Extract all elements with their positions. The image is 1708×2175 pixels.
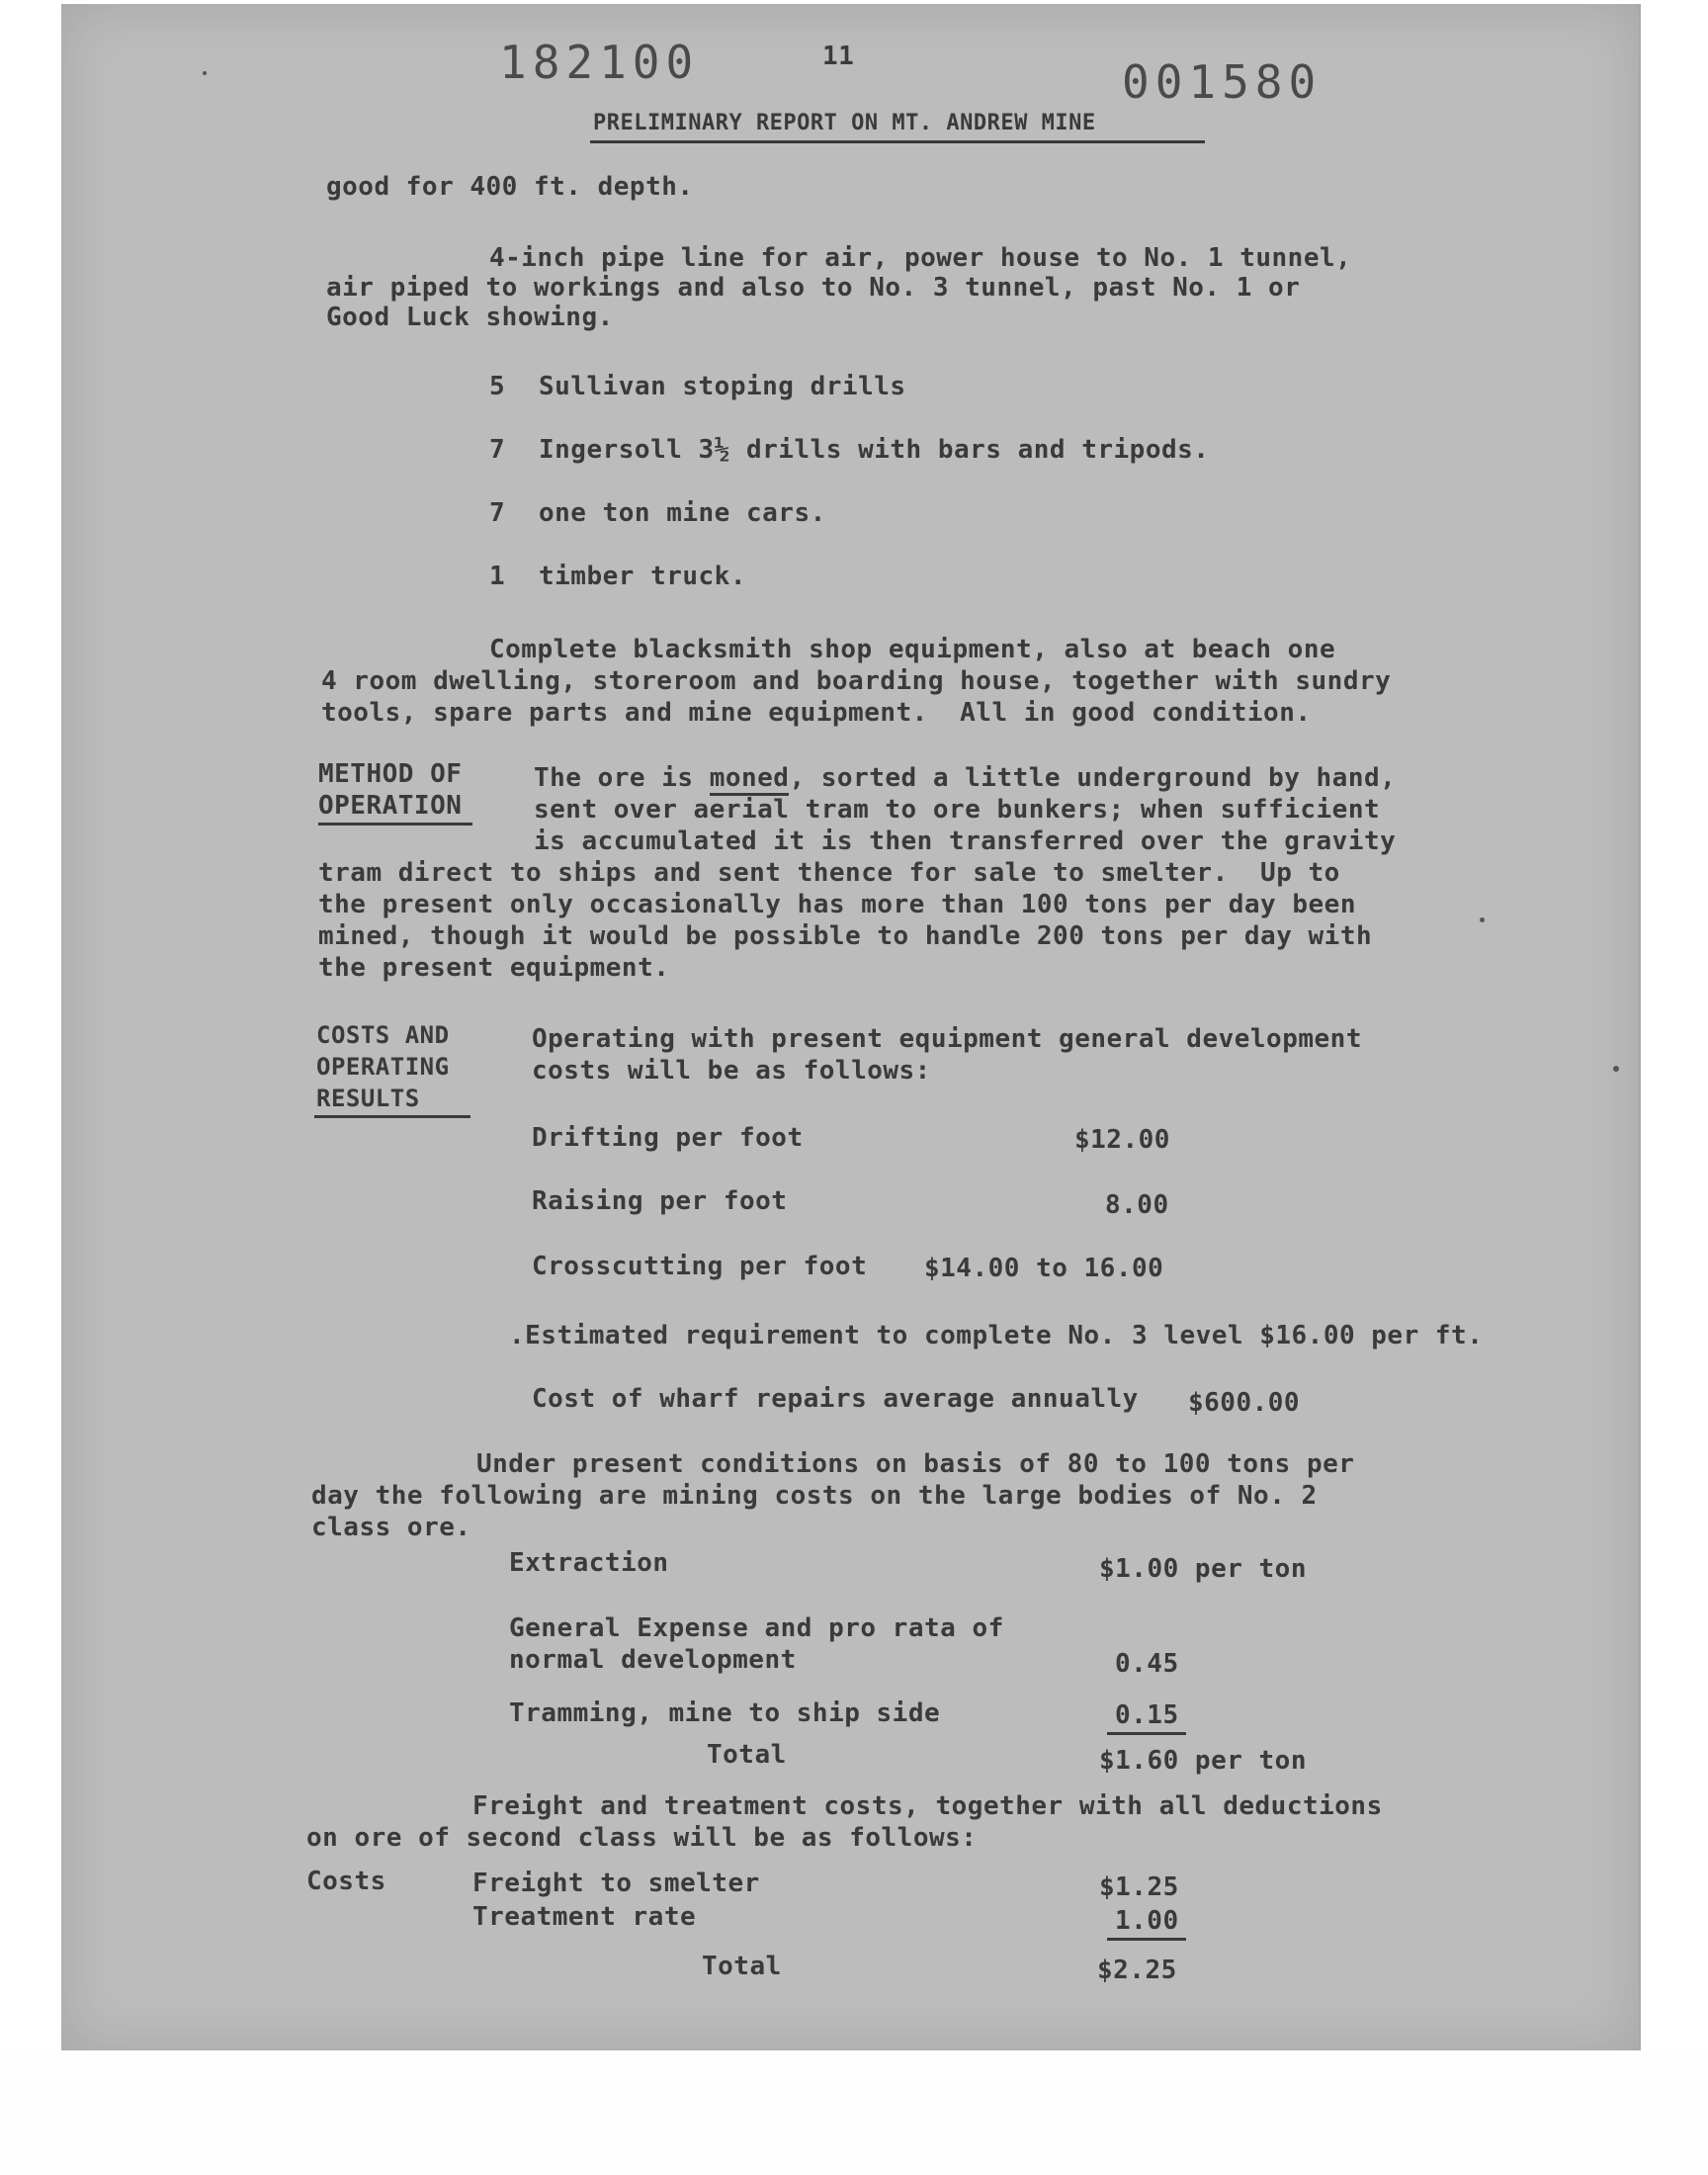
page-number: 11: [822, 42, 855, 71]
equipment-qty: 1: [489, 562, 506, 591]
mining-cost-label: Tramming, mine to ship side: [509, 1698, 941, 1728]
costs-intro-line: Operating with present equipment general development: [532, 1024, 1362, 1054]
cost-value: $12.00: [1074, 1125, 1170, 1155]
equipment-item: one ton mine cars.: [539, 498, 826, 528]
freight-cost-value: $1.25: [1099, 1872, 1179, 1902]
cost-value: 8.00: [1105, 1190, 1169, 1220]
sum-underline: [1107, 1732, 1186, 1735]
speck-mark: [203, 71, 207, 75]
mining-paragraph-line: class ore.: [311, 1513, 471, 1542]
cost-label: Cost of wharf repairs average annually: [532, 1384, 1139, 1414]
blacksmith-line: 4 room dwelling, storeroom and boarding house, together with sundry: [321, 666, 1392, 696]
sum-underline: [1107, 1938, 1186, 1941]
cost-label: Raising per foot: [532, 1186, 788, 1216]
method-text: The ore is: [534, 763, 710, 793]
method-line: [534, 761, 1396, 795]
method-line: the present only occasionally has more than 100 tons per day been: [318, 890, 1356, 919]
pipe-paragraph-line: air piped to workings and also to No. 3 tunnel, past No. 1 or: [326, 273, 1301, 303]
mining-paragraph-line: day the following are mining costs on the large bodies of No. 2: [311, 1481, 1318, 1511]
speck-mark: [1480, 917, 1485, 922]
cost-value: $14.00 to 16.00: [924, 1254, 1164, 1283]
freight-paragraph-line: on ore of second class will be as follows:: [306, 1823, 978, 1853]
pipe-paragraph-line: Good Luck showing.: [326, 303, 614, 332]
scan-margin: [0, 2051, 1708, 2175]
equipment-item: Ingersoll 3½ drills with bars and tripods.: [539, 435, 1210, 465]
mining-cost-value: 0.45: [1115, 1649, 1179, 1679]
estimate-line: .Estimated requirement to complete No. 3 level $16.00 per ft.: [509, 1321, 1484, 1350]
mining-paragraph-line: Under present conditions on basis of 80 to 100 tons per: [476, 1449, 1355, 1479]
stamp-number-right: 001580: [1122, 55, 1323, 109]
freight-paragraph-line: Freight and treatment costs, together with all deductions: [472, 1791, 1383, 1821]
freight-costs-label: Costs: [306, 1867, 386, 1896]
freight-cost-label: Freight to smelter: [472, 1869, 760, 1898]
mining-cost-label: General Expense and pro rata of: [509, 1613, 1004, 1643]
costs-heading-underline: [314, 1115, 470, 1118]
mining-cost-value: $1.00 per ton: [1099, 1554, 1307, 1584]
title-underline: [590, 140, 1205, 143]
freight-total-label: Total: [702, 1952, 782, 1981]
equipment-item: Sullivan stoping drills: [539, 372, 906, 401]
freight-cost-value: 1.00: [1115, 1906, 1179, 1936]
costs-intro-line: costs will be as follows:: [532, 1056, 931, 1086]
equipment-qty: 5: [489, 372, 506, 401]
method-heading-underline: [318, 823, 472, 826]
costs-heading: RESULTS: [316, 1085, 420, 1112]
method-heading: OPERATION: [318, 791, 463, 821]
stamp-number-left: 182100: [499, 36, 700, 89]
mining-cost-label: normal development: [509, 1645, 797, 1675]
method-text: , sorted a little underground by hand,: [789, 763, 1397, 793]
method-heading: METHOD OF: [318, 759, 463, 789]
pipe-paragraph-line: 4-inch pipe line for air, power house to No. 1 tunnel,: [489, 243, 1352, 273]
mining-cost-value: 0.15: [1115, 1700, 1179, 1730]
equipment-qty: 7: [489, 435, 506, 465]
method-line: is accumulated it is then transferred over the gravity: [534, 826, 1397, 856]
blacksmith-line: Complete blacksmith shop equipment, also at beach one: [489, 635, 1336, 664]
blacksmith-line: tools, spare parts and mine equipment. All in good condition.: [321, 698, 1312, 728]
method-line: mined, though it would be possible to handle 200 tons per day with: [318, 921, 1373, 951]
method-line: sent over aerial tram to ore bunkers; when sufficient: [534, 795, 1381, 825]
page-title: PRELIMINARY REPORT ON MT. ANDREW MINE: [593, 111, 1096, 135]
equipment-item: timber truck.: [539, 562, 746, 591]
intro-line: good for 400 ft. depth.: [326, 172, 694, 202]
mining-cost-label: Extraction: [509, 1548, 669, 1578]
mining-total-value: $1.60 per ton: [1099, 1746, 1307, 1776]
method-line: tram direct to ships and sent thence for sale to smelter. Up to: [318, 858, 1340, 888]
cost-label: Drifting per foot: [532, 1123, 804, 1153]
costs-heading: COSTS AND: [316, 1021, 450, 1049]
cost-label: Crosscutting per foot: [532, 1252, 868, 1281]
mining-total-label: Total: [707, 1740, 787, 1770]
equipment-qty: 7: [489, 498, 506, 528]
freight-cost-label: Treatment rate: [472, 1902, 697, 1932]
method-underlined-word: moned: [710, 763, 790, 796]
freight-total-value: $2.25: [1097, 1956, 1177, 1985]
speck-mark: [1613, 1066, 1619, 1072]
method-line: the present equipment.: [318, 953, 670, 983]
cost-value: $600.00: [1188, 1388, 1301, 1418]
costs-heading: OPERATING: [316, 1053, 450, 1081]
